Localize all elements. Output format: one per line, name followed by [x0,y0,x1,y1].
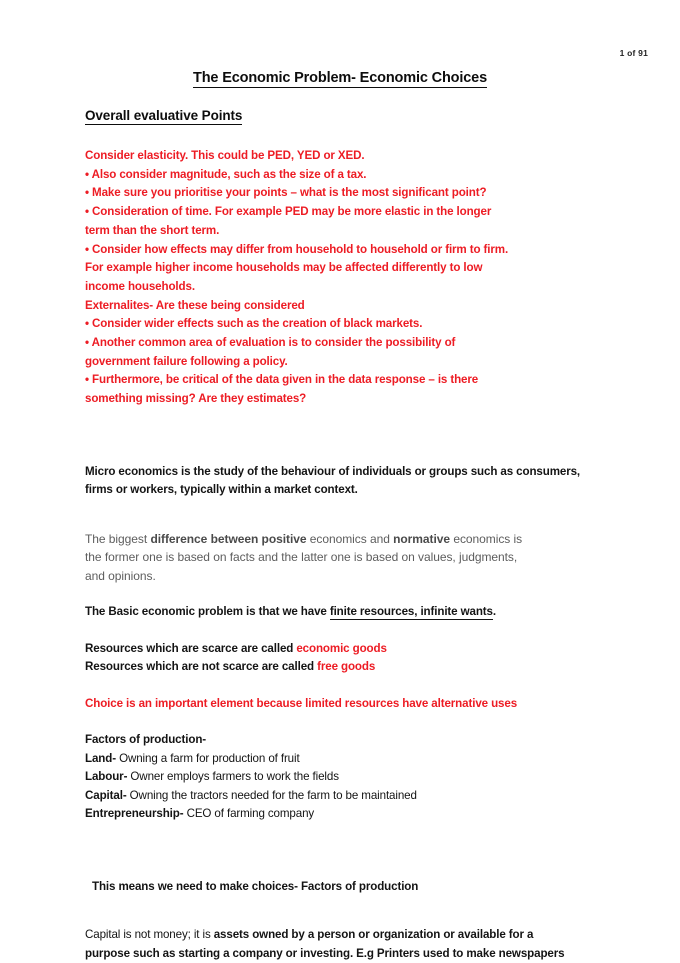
evaluation-note-line: For example higher income households may be affected differently to low [85,261,483,275]
basic-problem-suffix: . [492,605,496,619]
free-goods-prefix: Resources which are not scarce are called [85,660,318,674]
basic-problem-prefix: The Basic economic problem is that we have [85,605,330,619]
factor-item-entrepreneurship [85,805,625,824]
choices-note: This means we need to make choices- Factors of production [92,879,419,893]
section-heading-overall-evaluative-points [85,108,625,123]
evaluation-note-line: something missing? Are they estimates? [85,392,307,406]
page-indicator: 1 of 91 [619,48,648,58]
positive-normative-paragraph [85,530,625,586]
positive-normative-line-1 [85,530,625,549]
pn-seg-2-bold: difference between positive [150,531,307,546]
spacer [85,409,625,463]
economic-goods-line [85,640,625,659]
capital-definition [85,926,625,963]
capital-definition-bold: assets owned by a person or organization or available for a [213,928,534,942]
economic-goods-term: economic goods [296,641,387,655]
free-goods-line [85,658,625,677]
evaluation-note-line: Consider elasticity. This could be PED, YED or XED. [85,149,365,162]
capital-definition-lead: Capital is not money; it is [85,928,214,942]
pn-seg-5: economics is [450,531,523,546]
evaluation-note-line: term than the short term. [85,223,220,237]
evaluation-note-line: • Consider wider effects such as the creation of black markets. [85,317,423,331]
evaluation-note-line-externalities: Externalites- Are these being considered [85,298,305,312]
factor-item-labour [85,768,625,787]
factor-item-land [85,750,625,769]
evaluation-note-line: income households. [85,279,195,293]
pn-seg-3: economics and [306,531,394,546]
basic-problem-underlined: finite resources, infinite wants [329,605,493,619]
economic-goods-prefix: Resources which are scarce are called [85,641,297,655]
positive-normative-line-2: the former one is based on facts and the latter one is based on values, judgments, [85,550,518,565]
positive-normative-line-3: and opinions. [85,568,156,583]
factor-description: Owning a farm for production of fruit [115,751,300,765]
factor-item-capital [85,787,625,806]
basic-economic-problem-line [85,603,625,622]
factor-description: CEO of farming company [183,807,315,821]
factor-description: Owner employs farmers to work the fields [127,770,339,784]
evaluation-note-line: government failure following a policy. [85,354,288,368]
pn-seg-1: The biggest [85,531,151,546]
spacer [85,824,625,878]
factor-label: Entrepreneurship- [85,807,184,821]
evaluation-notes-block [85,147,625,409]
factor-label: Land- [85,751,116,765]
capital-definition-line-1 [85,926,625,945]
spacer [85,677,625,695]
evaluation-note-line: • Also consider magnitude, such as the size of a tax. [85,167,367,181]
document-body [85,108,625,963]
choice-note: Choice is an important element because limited resources have alternative uses [85,696,518,710]
factors-of-production-list [85,731,625,824]
pn-seg-4-bold: normative [393,531,451,546]
goods-list [85,640,625,677]
spacer [85,713,625,731]
spacer [85,585,625,603]
section-heading-text: Overall evaluative Points [85,108,243,123]
evaluation-note-line: • Make sure you prioritise your points – what is the most significant point? [85,186,487,200]
evaluation-note-line: • Another common area of evaluation is to consider the possibility of [85,336,456,350]
capital-definition-line-2: purpose such as starting a company or investing. E.g Printers used to make newspapers [85,946,565,960]
spacer [85,622,625,640]
free-goods-term: free goods [317,660,376,674]
micro-definition-line: Micro economics is the study of the behaviour of individuals or groups such as consumers, [85,464,581,478]
page-title-text: The Economic Problem- Economic Choices [192,70,488,86]
factor-label: Labour- [85,770,128,784]
evaluation-note-line: • Consider how effects may differ from household to household or firm to firm. [85,242,509,256]
evaluation-note-line: • Consideration of time. For example PED may be more elastic in the longer [85,205,492,219]
factors-of-production-heading: Factors of production- [85,733,207,747]
spacer [85,896,625,926]
factor-description: Owning the tractors needed for the farm to be maintained [126,788,417,802]
spacer [85,500,625,530]
micro-definition-line: firms or workers, typically within a market context. [85,483,358,497]
micro-economics-definition [85,463,625,500]
evaluation-note-line: • Furthermore, be critical of the data given in the data response – is there [85,373,479,387]
page-title [0,70,680,86]
factor-label: Capital- [85,788,127,802]
